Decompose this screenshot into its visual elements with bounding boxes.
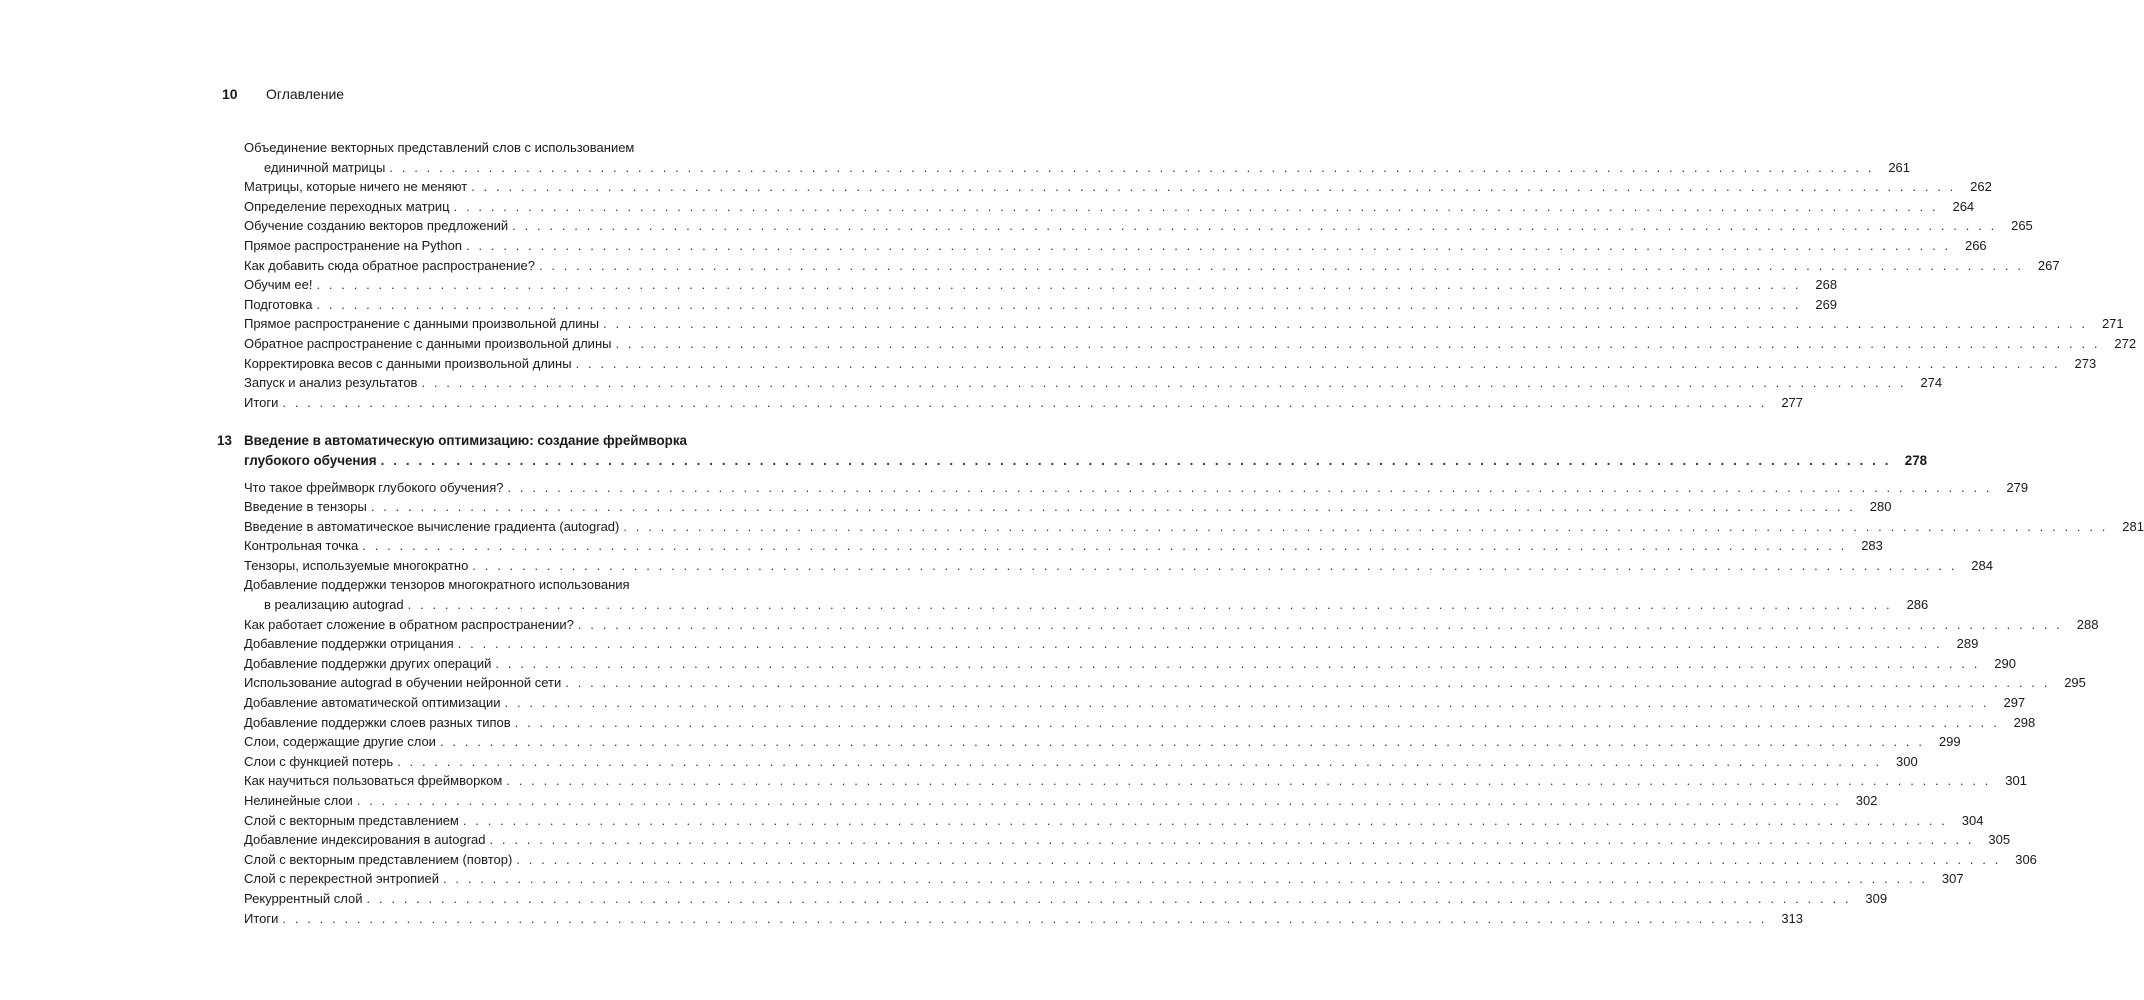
toc-entry [214,478,2029,498]
toc-section-after [214,478,2144,929]
toc-entry-page: 302 [1855,793,1878,808]
dot-leader: . . . . . . . . . . . . . . . . . . . . . . . . . . . . . . . . . . . . . . . . . . . . . . . . . . . . . . . . . . . . . . . . . . . . . . . . . . . . . . . . . . . . . . . . . . . . . . . . . . . . . . . . . . . . . . . . . . . . . . . . [565,675,2050,691]
dot-leader: . . . . . . . . . . . . . . . . . . . . . . . . . . . . . . . . . . . . . . . . . . . . . . . . . . . . . . . . . . . . . . . . . . . . . . . . . . . . . . . . . . . . . . . . . . . . . . . . . . . . . . . . . . . . . . . . . . . . . . . . [316,277,1802,293]
toc-entry-title: Определение переходных матриц [244,198,450,214]
toc-entry-page: 274 [1920,375,1943,391]
toc-entry-title: Использование autograd в обучении нейронной сети [244,675,562,691]
toc-entry-page: 265 [2011,218,2033,234]
toc-entry [214,517,2144,537]
toc-entry-title: Нелинейные слои [244,793,353,808]
toc-entry-page: 298 [2013,714,2036,730]
dot-leader: . . . . . . . . . . . . . . . . . . . . . . . . . . . . . . . . . . . . . . . . . . . . . . . . . . . . . . . . . . . . . . . . . . . . . . . . . . . . . . . . . . . . . . . . . . . . . . . . . . . . . . . . . . . . . . . . . . . . . . . . [380,452,1892,468]
toc-entry-page: 264 [1952,198,1975,214]
toc-entry-title: Матрицы, которые ничего не меняют [244,179,468,195]
toc-entry [214,536,1883,556]
toc-entry-title: Слои с функцией потерь [244,753,394,769]
dot-leader: . . . . . . . . . . . . . . . . . . . . . . . . . . . . . . . . . . . . . . . . . . . . . . . . . . . . . . . . . . . . . . . . . . . . . . . . . . . . . . . . . . . . . . . . . . . . . . . . . . . . . . . . . . . . . . . . . . . . . . . . [471,179,1956,195]
toc-entry-title: Прямое распространение с данными произвольной длины [244,316,600,332]
toc-entry [214,830,2011,850]
toc-entry-title: Слой с перекрестной энтропией [244,871,439,887]
dot-leader: . . . . . . . . . . . . . . . . . . . . . . . . . . . . . . . . . . . . . . . . . . . . . . . . . . . . . . . . . . . . . . . . . . . . . . . . . . . . . . . . . . . . . . . . . . . . . . . . . . . . . . . . . . . . . . . . . . . . . . . . [389,159,1875,175]
toc-entry-title: Добавление поддержки других операций [244,655,492,671]
dot-leader: . . . . . . . . . . . . . . . . . . . . . . . . . . . . . . . . . . . . . . . . . . . . . . . . . . . . . . . . . . . . . . . . . . . . . . . . . . . . . . . . . . . . . . . . . . . . . . . . . . . . . . . . . . . . . . . . . . . . . . . . [514,714,2000,730]
toc-entry [214,354,2097,374]
toc-entry-page: 307 [1941,871,1964,887]
toc-entry-title: Корректировка весов с данными произвольной длины [244,355,572,371]
dot-leader: . . . . . . . . . . . . . . . . . . . . . . . . . . . . . . . . . . . . . . . . . . . . . . . . . . . . . . . . . . . . . . . . . . . . . . . . . . . . . . . . . . . . . . . . . . . . . . . . . . . . . . . . . . . . . . . . . . . . . . . . [516,851,2001,867]
chapter-page: 278 [1904,452,1928,468]
dot-leader: . . . . . . . . . . . . . . . . . . . . . . . . . . . . . . . . . . . . . . . . . . . . . . . . . . . . . . . . . . . . . . . . . . . . . . . . . . . . . . . . . . . . . . . . . . . . . . . . . . . . . . . . . . . . . . . . . . . . . . . . [623,518,2108,534]
dot-leader: . . . . . . . . . . . . . . . . . . . . . . . . . . . . . . . . . . . . . . . . . . . . . . . . . . . . . . . . . . . . . . . . . . . . . . . . . . . . . . . . . . . . . . . . . . . . . . . . . . . . . . . . . . . . . . . . . . . . . . . . [507,479,1993,495]
toc-entry-title: Слои, содержащие другие слои [244,734,436,750]
dot-leader: . . . . . . . . . . . . . . . . . . . . . . . . . . . . . . . . . . . . . . . . . . . . . . . . . . . . . . . . . . . . . . . . . . . . . . . . . . . . . . . . . . . . . . . . . . . . . . . . . . . . . . . . . . . . . . . . . . . . . . . . [421,375,1907,391]
dot-leader: . . . . . . . . . . . . . . . . . . . . . . . . . . . . . . . . . . . . . . . . . . . . . . . . . . . . . . . . . . . . . . . . . . . . . . . . . . . . . . . . . . . . . . . . . . . . . . . . . . . . . . . . . . . . . . . . . . . . . . . . [603,316,2088,332]
toc-entry-page: 272 [2114,335,2137,351]
toc-entry [214,615,2099,635]
chapter-number: 13 [217,433,232,449]
toc-entry-title: Как добавить сюда обратное распространение? [244,257,535,273]
dot-leader: . . . . . . . . . . . . . . . . . . . . . . . . . . . . . . . . . . . . . . . . . . . . . . . . . . . . . . . . . . . . . . . . . . . . . . . . . . . . . . . . . . . . . . . . . . . . . . . . . . . . . . . . . . . . . . . . . . . . . . . . [577,616,2063,632]
toc-entry-title: Слой с векторным представлением (повтор) [244,851,513,867]
toc-entry-page: 266 [1964,237,1987,253]
toc-entry-page: 261 [1888,159,1911,175]
toc-entry-title: Итоги [244,394,279,410]
chapter-title-line1: Введение в автоматическую оптимизацию: создание фреймворка [244,433,687,449]
toc-entry-page: 267 [2037,257,2060,273]
running-title: Оглавление [266,86,345,102]
toc-entry-title: Рекуррентный слой [244,890,363,906]
dot-leader: . . . . . . . . . . . . . . . . . . . . . . . . . . . . . . . . . . . . . . . . . . . . . . . . . . . . . . . . . . . . . . . . . . . . . . . . . . . . . . . . . . . . . . . . . . . . . . . . . . . . . . . . . . . . . . . . . . . . . . . . [362,538,1847,554]
dot-leader: . . . . . . . . . . . . . . . . . . . . . . . . . . . . . . . . . . . . . . . . . . . . . . . . . . . . . . . . . . . . . . . . . . . . . . . . . . . . . . . . . . . . . . . . . . . . . . . . . . . . . . . . . . . . . . . . . . . . . . . . [575,355,2061,371]
toc-entry [214,275,1838,295]
toc-entry-title: Обратное распространение с данными произвольной длины [244,335,612,351]
toc-entry-page: 277 [1781,394,1804,410]
toc-entry [214,889,1888,909]
dot-leader: . . . . . . . . . . . . . . . . . . . . . . . . . . . . . . . . . . . . . . . . . . . . . . . . . . . . . . . . . . . . . . . . . . . . . . . . . . . . . . . . . . . . . . . . . . . . . . . . . . . . . . . . . . . . . . . . . . . . . . . . [512,218,1997,234]
dot-leader: . . . . . . . . . . . . . . . . . . . . . . . . . . . . . . . . . . . . . . . . . . . . . . . . . . . . . . . . . . . . . . . . . . . . . . . . . . . . . . . . . . . . . . . . . . . . . . . . . . . . . . . . . . . . . . . . . . . . . . . . [538,257,2024,273]
table-of-contents [214,138,2144,928]
toc-entry [214,236,1987,256]
page-number: 10 [222,86,238,102]
toc-entry-page: 301 [2005,773,2027,789]
toc-entry-page: 279 [2006,479,2029,495]
toc-section-before [214,138,2137,412]
toc-entry [214,177,1992,197]
dot-leader: . . . . . . . . . . . . . . . . . . . . . . . . . . . . . . . . . . . . . . . . . . . . . . . . . . . . . . . . . . . . . . . . . . . . . . . . . . . . . . . . . . . . . . . . . . . . . . . . . . . . . . . . . . . . . . . . . . . . . . . . [615,335,2101,351]
page-header [222,86,344,102]
dot-leader: . . . . . . . . . . . . . . . . . . . . . . . . . . . . . . . . . . . . . . . . . . . . . . . . . . . . . . . . . . . . . . . . . . . . . . . . . . . . . . . . . . . . . . . . . . . . . . . . . . . . . . . . . . . . . . . . . . . . . . . . [366,890,1852,906]
dot-leader: . . . . . . . . . . . . . . . . . . . . . . . . . . . . . . . . . . . . . . . . . . . . . . . . . . . . . . . . . . . . . . . . . . . . . . . . . . . . . . . . . . . . . . . . . . . . . . . . . . . . . . . . . . . . . . . . . . . . . . . . [370,499,1856,515]
toc-entry-title: Прямое распространение на Python [244,237,463,253]
toc-entry-title: Как научиться пользоваться фреймворком [244,773,503,789]
toc-entry-page: 284 [1971,557,1993,573]
toc-entry [214,811,1984,831]
toc-entry [214,314,2124,334]
toc-entry [214,752,1918,772]
dot-leader: . . . . . . . . . . . . . . . . . . . . . . . . . . . . . . . . . . . . . . . . . . . . . . . . . . . . . . . . . . . . . . . . . . . . . . . . . . . . . . . . . . . . . . . . . . . . . . . . . . . . . . . . . . . . . . . . . . . . . . . . [439,734,1925,750]
toc-entry [214,216,2033,236]
toc-entry-title: Подготовка [244,296,313,312]
dot-leader: . . . . . . . . . . . . . . . . . . . . . . . . . . . . . . . . . . . . . . . . . . . . . . . . . . . . . . . . . . . . . . . . . . . . . . . . . . . . . . . . . . . . . . . . . . . . . . . . . . . . . . . . . . . . . . . . . . . . . . . . [282,394,1768,410]
toc-entry-title: Контрольная точка [244,538,359,554]
toc-entry-title: Добавление поддержки отрицания [244,636,454,652]
toc-entry-page: 295 [2064,675,2086,691]
toc-entry-title: Добавление индексирования в autograd [244,832,486,848]
dot-leader: . . . . . . . . . . . . . . . . . . . . . . . . . . . . . . . . . . . . . . . . . . . . . . . . . . . . . . . . . . . . . . . . . . . . . . . . . . . . . . . . . . . . . . . . . . . . . . . . . . . . . . . . . . . . . . . . . . . . . . . . [282,910,1768,926]
dot-leader: . . . . . . . . . . . . . . . . . . . . . . . . . . . . . . . . . . . . . . . . . . . . . . . . . . . . . . . . . . . . . . . . . . . . . . . . . . . . . . . . . . . . . . . . . . . . . . . . . . . . . . . . . . . . . . . . . . . . . . . . [407,597,1893,613]
toc-entry-title: в реализацию autograd [264,597,404,613]
toc-entry-page: 290 [1994,655,2016,671]
toc-entry [214,334,2137,354]
toc-entry-page: 281 [2122,518,2144,534]
toc-entry [214,771,2027,791]
toc-entry-page: 300 [1896,753,1918,769]
toc-entry [214,634,1979,654]
toc-entry-title: Обучение созданию векторов предложений [244,218,509,234]
toc-entry [214,732,1961,752]
toc-entry-page: 304 [1961,812,1984,828]
dot-leader: . . . . . . . . . . . . . . . . . . . . . . . . . . . . . . . . . . . . . . . . . . . . . . . . . . . . . . . . . . . . . . . . . . . . . . . . . . . . . . . . . . . . . . . . . . . . . . . . . . . . . . . . . . . . . . . . . . . . . . . . [495,655,1980,671]
dot-leader: . . . . . . . . . . . . . . . . . . . . . . . . . . . . . . . . . . . . . . . . . . . . . . . . . . . . . . . . . . . . . . . . . . . . . . . . . . . . . . . . . . . . . . . . . . . . . . . . . . . . . . . . . . . . . . . . . . . . . . . . [489,832,1975,848]
toc-entry-page: 306 [2015,851,2037,867]
toc-entry-page: 305 [1988,832,2011,848]
toc-entry-page: 283 [1861,538,1883,554]
toc-entry-page: 268 [1815,277,1838,293]
toc-entry [214,575,1929,614]
toc-entry-title: Введение в автоматическое вычисление градиента (autograd) [244,518,620,534]
toc-entry-page: 297 [2003,695,2026,711]
dot-leader: . . . . . . . . . . . . . . . . . . . . . . . . . . . . . . . . . . . . . . . . . . . . . . . . . . . . . . . . . . . . . . . . . . . . . . . . . . . . . . . . . . . . . . . . . . . . . . . . . . . . . . . . . . . . . . . . . . . . . . . . [462,812,1948,828]
toc-entry-page: 262 [1970,179,1992,195]
toc-entry-title: единичной матрицы [264,159,386,175]
toc-entry-page: 289 [1956,636,1979,652]
chapter-title-line2: глубокого обучения [244,452,377,468]
dot-leader: . . . . . . . . . . . . . . . . . . . . . . . . . . . . . . . . . . . . . . . . . . . . . . . . . . . . . . . . . . . . . . . . . . . . . . . . . . . . . . . . . . . . . . . . . . . . . . . . . . . . . . . . . . . . . . . . . . . . . . . . [316,296,1802,312]
toc-entry-page: 288 [2076,616,2099,632]
toc-entry [214,138,1911,177]
dot-leader: . . . . . . . . . . . . . . . . . . . . . . . . . . . . . . . . . . . . . . . . . . . . . . . . . . . . . . . . . . . . . . . . . . . . . . . . . . . . . . . . . . . . . . . . . . . . . . . . . . . . . . . . . . . . . . . . . . . . . . . . [356,793,1842,808]
toc-entry [214,556,1993,576]
toc-entry [214,713,2036,733]
toc-entry [214,909,1804,929]
toc-entry [214,197,1975,217]
toc-entry-page: 309 [1865,890,1888,906]
toc-entry [214,295,1838,315]
toc-entry-title: Тензоры, используемые многократно [244,557,469,573]
toc-entry-page: 299 [1938,734,1961,750]
toc-entry-page: 286 [1906,597,1929,613]
toc-entry-title: Добавление поддержки слоев разных типов [244,714,511,730]
toc-entry-page: 271 [2101,316,2124,332]
toc-entry-title: Как работает сложение в обратном распространении? [244,616,574,632]
toc-entry [214,673,2086,693]
toc-entry [214,256,2060,276]
toc-entry [214,654,2016,674]
toc-entry-title-line1: Добавление поддержки тензоров многократного использования [244,577,630,593]
toc-entry-title: Обучим ее! [244,277,313,293]
toc-entry-title: Введение в тензоры [244,499,367,515]
toc-entry-title: Добавление автоматической оптимизации [244,695,501,711]
toc-entry-page: 313 [1781,910,1804,926]
toc-entry [214,373,1943,393]
chapter-heading [214,431,1928,470]
toc-entry-title-line1: Объединение векторных представлений слов с использованием [244,140,635,155]
toc-entry-title: Слой с векторным представлением [244,812,459,828]
dot-leader: . . . . . . . . . . . . . . . . . . . . . . . . . . . . . . . . . . . . . . . . . . . . . . . . . . . . . . . . . . . . . . . . . . . . . . . . . . . . . . . . . . . . . . . . . . . . . . . . . . . . . . . . . . . . . . . . . . . . . . . . [472,557,1957,573]
toc-entry [214,850,2037,870]
dot-leader: . . . . . . . . . . . . . . . . . . . . . . . . . . . . . . . . . . . . . . . . . . . . . . . . . . . . . . . . . . . . . . . . . . . . . . . . . . . . . . . . . . . . . . . . . . . . . . . . . . . . . . . . . . . . . . . . . . . . . . . . [397,753,1882,769]
toc-entry [214,693,2026,713]
dot-leader: . . . . . . . . . . . . . . . . . . . . . . . . . . . . . . . . . . . . . . . . . . . . . . . . . . . . . . . . . . . . . . . . . . . . . . . . . . . . . . . . . . . . . . . . . . . . . . . . . . . . . . . . . . . . . . . . . . . . . . . . [506,773,1991,789]
toc-entry [214,393,1804,413]
toc-entry [214,869,1964,889]
toc-entry-page: 280 [1869,499,1892,515]
toc-entry-page: 269 [1815,296,1838,312]
dot-leader: . . . . . . . . . . . . . . . . . . . . . . . . . . . . . . . . . . . . . . . . . . . . . . . . . . . . . . . . . . . . . . . . . . . . . . . . . . . . . . . . . . . . . . . . . . . . . . . . . . . . . . . . . . . . . . . . . . . . . . . . [453,198,1939,214]
toc-entry [214,791,1878,811]
toc-entry-title: Что такое фреймворк глубокого обучения? [244,479,504,495]
toc-entry [214,497,1892,517]
toc-entry-page: 273 [2074,355,2097,371]
dot-leader: . . . . . . . . . . . . . . . . . . . . . . . . . . . . . . . . . . . . . . . . . . . . . . . . . . . . . . . . . . . . . . . . . . . . . . . . . . . . . . . . . . . . . . . . . . . . . . . . . . . . . . . . . . . . . . . . . . . . . . . . [457,636,1943,652]
dot-leader: . . . . . . . . . . . . . . . . . . . . . . . . . . . . . . . . . . . . . . . . . . . . . . . . . . . . . . . . . . . . . . . . . . . . . . . . . . . . . . . . . . . . . . . . . . . . . . . . . . . . . . . . . . . . . . . . . . . . . . . . [466,237,1951,253]
dot-leader: . . . . . . . . . . . . . . . . . . . . . . . . . . . . . . . . . . . . . . . . . . . . . . . . . . . . . . . . . . . . . . . . . . . . . . . . . . . . . . . . . . . . . . . . . . . . . . . . . . . . . . . . . . . . . . . . . . . . . . . . [442,871,1928,887]
toc-entry-title: Запуск и анализ результатов [244,375,418,391]
dot-leader: . . . . . . . . . . . . . . . . . . . . . . . . . . . . . . . . . . . . . . . . . . . . . . . . . . . . . . . . . . . . . . . . . . . . . . . . . . . . . . . . . . . . . . . . . . . . . . . . . . . . . . . . . . . . . . . . . . . . . . . . [504,695,1990,711]
toc-entry-title: Итоги [244,910,279,926]
